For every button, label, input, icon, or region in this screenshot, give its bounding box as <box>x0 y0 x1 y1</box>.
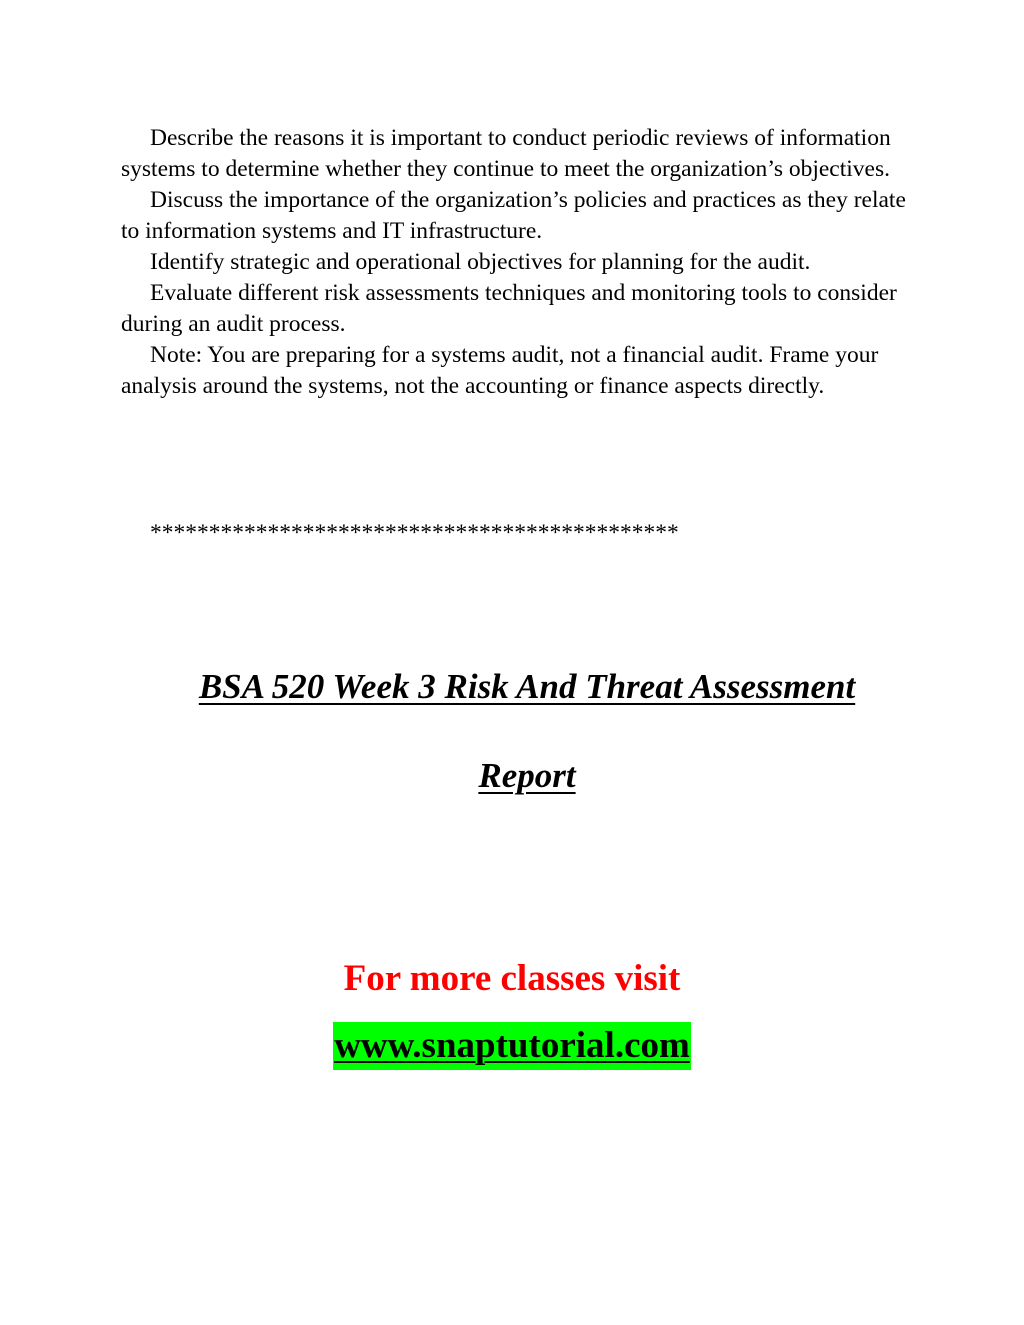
instruction-item: Evaluate different risk assessments techniques and monitoring tools to consider during an audit process. <box>121 280 897 337</box>
document-title-line-2: Report <box>478 756 576 795</box>
instruction-item: Describe the reasons it is important to conduct periodic reviews of information systems to determine whether they continue to meet the organization’s objectives. <box>121 125 891 182</box>
asterisk-separator: ********************************************* <box>150 520 679 546</box>
instruction-item: Discuss the importance of the organization’s policies and practices as they relate to information systems and IT infrastructure. <box>121 187 906 244</box>
document-title-line-1: BSA 520 Week 3 Risk And Threat Assessment <box>198 667 856 706</box>
instruction-item: Identify strategic and operational objectives for planning for the audit. <box>150 249 811 275</box>
promo-link-container <box>0 1022 1024 1070</box>
document-title <box>0 642 1024 820</box>
website-link[interactable]: www.snaptutorial.com <box>333 1022 691 1070</box>
assignment-instructions <box>121 123 911 402</box>
instruction-item: Note: You are preparing for a systems audit, not a financial audit. Frame your analysis around the systems, not the accounting or finance aspects directly. <box>121 342 879 399</box>
promo-text: For more classes visit <box>343 958 681 999</box>
